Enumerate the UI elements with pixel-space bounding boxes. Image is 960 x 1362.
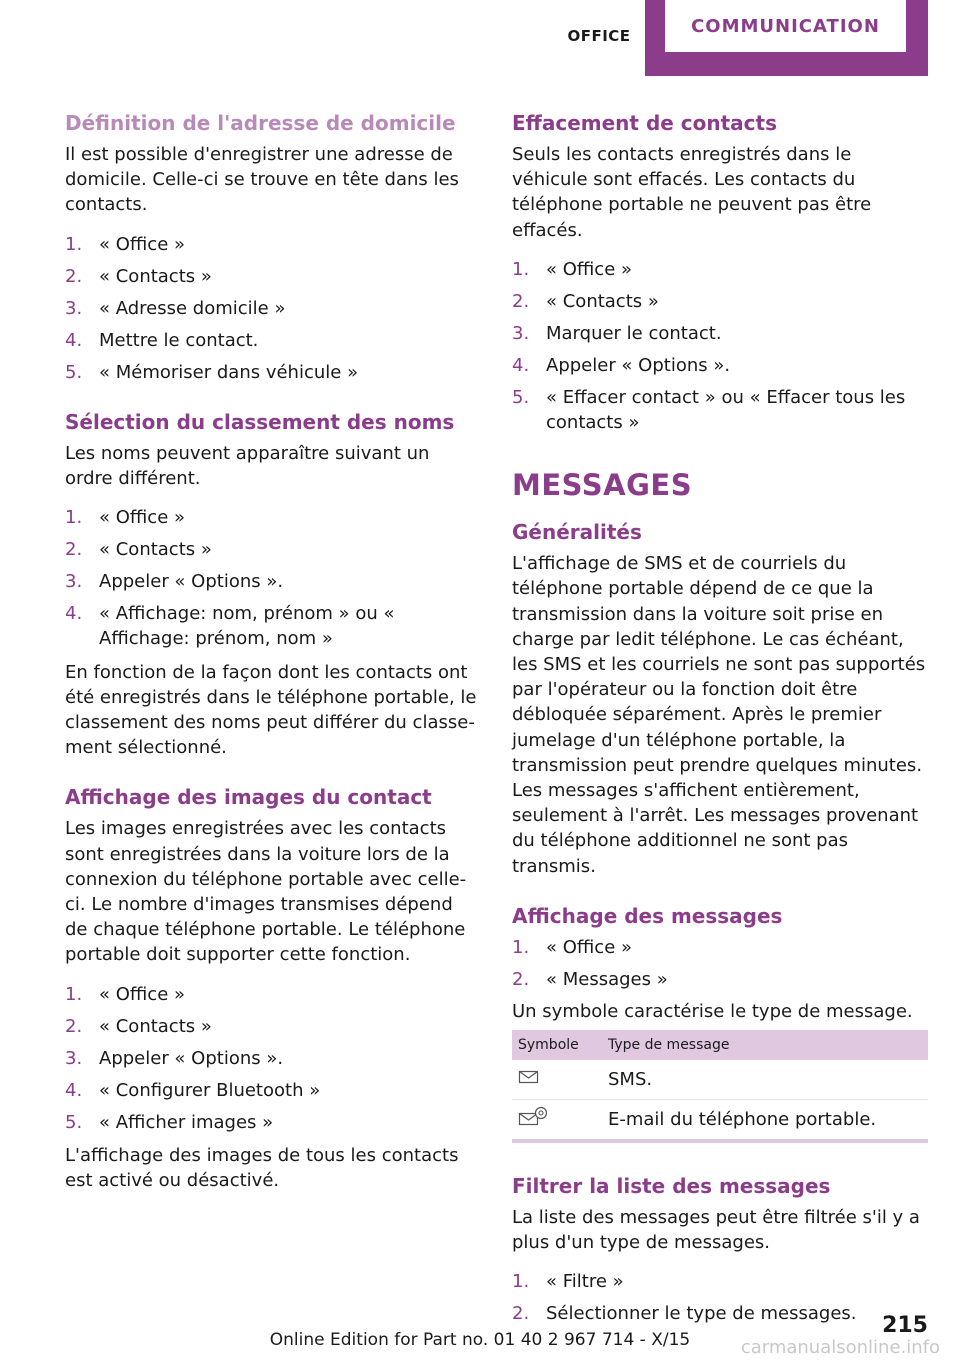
list-item: 2. « Messages » xyxy=(512,968,668,990)
list-item: 1. « Filtre » xyxy=(512,1271,624,1293)
steps-list xyxy=(65,232,480,385)
table-cell-type: SMS. xyxy=(602,1060,928,1100)
list-item: 4. « Affichage: nom, prénom » ou « Affichage: prénom, nom » xyxy=(65,603,395,650)
table-header-type: Type de message xyxy=(602,1030,928,1060)
right-column xyxy=(512,108,928,1349)
list-item: 3. Appeler « Options ». xyxy=(65,571,284,593)
section-intro: Les images enregistrées avec les contacts sont enregistrées dans la voiture lors de la connexion du téléphone portable avec celle-ci. Le nombre d'images transmises dépend de chaque téléphone portable. Le téléphone portable doit supporter cette fonction. xyxy=(65,818,467,966)
footer-edition: Online Edition for Part no. 01 40 2 967 714 - X/15 xyxy=(269,1330,691,1350)
list-item: 1. « Office » xyxy=(65,507,186,529)
list-item: 4. « Configurer Bluetooth » xyxy=(65,1079,321,1101)
section-title-contact-images: Affichage des images du contact xyxy=(65,785,432,810)
list-item: 4. Mettre le contact. xyxy=(65,329,259,351)
email-at-icon xyxy=(518,1106,548,1128)
section-title-home-address: Définition de l'adresse de domicile xyxy=(65,111,456,135)
list-item: 2. « Contacts » xyxy=(65,539,212,561)
chapter-heading-messages: MESSAGES xyxy=(512,468,693,503)
list-item: 2. « Contacts » xyxy=(65,1015,212,1037)
list-item: 4. Appeler « Options ». xyxy=(512,354,731,376)
steps-list xyxy=(512,935,928,992)
list-item: 3. Appeler « Options ». xyxy=(65,1047,284,1069)
list-item: 3. Marquer le contact. xyxy=(512,322,722,344)
envelope-icon xyxy=(518,1069,540,1085)
section-intro: Seuls les contacts enregistrés dans le véhicule sont effacés. Les contacts du téléphone portable ne peuvent pas être effacés. xyxy=(512,144,872,241)
section-title-delete-contacts: Effacement de contacts xyxy=(512,111,777,135)
tab-office[interactable]: OFFICE xyxy=(567,27,631,45)
section-note: Un symbole caractérise le type de message. xyxy=(512,1000,913,1022)
table-row xyxy=(512,1100,928,1142)
page-number: 215 xyxy=(882,1313,928,1338)
list-item: 2. Sélectionner le type de messages. xyxy=(512,1303,857,1325)
section-note: En fonction de la façon dont les contacts ont été enregistrés dans le téléphone portable, le classement des noms peut différer du classement sélectionné. xyxy=(65,661,477,759)
section-intro: L'affichage de SMS et de courriels du téléphone portable dépend de ce que la transmission dans la voiture soit prise en charge par ledit téléphone. Le cas échéant, les SMS et les courriels ne sont pas supportés par l'opérateur ou la fonction doit être débloquée séparément. Après le premier jumelage d'un téléphone portable, la transmission peut prendre quelques minutes. Les messages s'affichent entièrement, seulement à l'arrêt. Les messages provenant du téléphone additionnel ne sont pas transmis. xyxy=(512,553,926,877)
section-title-name-sorting: Sélection du classement des noms xyxy=(65,409,455,434)
steps-list xyxy=(512,257,928,435)
table-cell-symbol xyxy=(512,1100,602,1142)
section-intro: La liste des messages peut être filtrée s'il y a plus d'un type de messages. xyxy=(512,1207,920,1254)
steps-list xyxy=(65,505,480,651)
table-cell-symbol xyxy=(512,1060,602,1100)
chapter-tabs xyxy=(553,0,928,76)
message-type-table xyxy=(512,1030,928,1143)
list-item: 1. « Office » xyxy=(512,936,633,958)
list-item: 3. « Adresse domicile » xyxy=(65,297,286,319)
list-item: 5. « Effacer contact » ou « Effacer tous les contacts » xyxy=(512,386,906,434)
section-title-message-display: Affichage des messages xyxy=(512,903,783,928)
section-intro: Il est possible d'enregistrer une adresse de domicile. Celle-ci se trouve en tête dans les contacts. xyxy=(65,144,459,216)
table-header-symbol: Symbole xyxy=(512,1030,602,1060)
list-item: 2. « Contacts » xyxy=(65,265,212,287)
table-cell-type: E-mail du téléphone portable. xyxy=(608,1109,877,1131)
list-item: 1. « Office » xyxy=(65,983,186,1005)
list-item: 5. « Mémoriser dans véhicule » xyxy=(65,361,359,383)
watermark: carmanualsonline.info xyxy=(740,1337,940,1358)
list-item: 1. « Office » xyxy=(65,233,186,255)
left-column xyxy=(65,108,480,1193)
section-title-general: Généralités xyxy=(512,520,642,545)
list-item: 2. « Contacts » xyxy=(512,290,659,312)
tab-communication-label: COMMUNICATION xyxy=(665,0,906,52)
list-item: 1. « Office » xyxy=(512,258,633,280)
section-title-filter-messages: Filtrer la liste des messages xyxy=(512,1174,831,1199)
tab-communication[interactable] xyxy=(645,0,928,76)
steps-list xyxy=(512,1269,928,1326)
list-item: 5. « Afficher images » xyxy=(65,1111,274,1133)
table-row xyxy=(512,1060,928,1100)
section-note: L'affichage des images de tous les contacts est activé ou désactivé. xyxy=(65,1144,459,1192)
table-header-row xyxy=(512,1030,928,1060)
steps-list xyxy=(65,982,480,1135)
section-intro: Les noms peuvent apparaître suivant un ordre différent. xyxy=(65,442,430,490)
